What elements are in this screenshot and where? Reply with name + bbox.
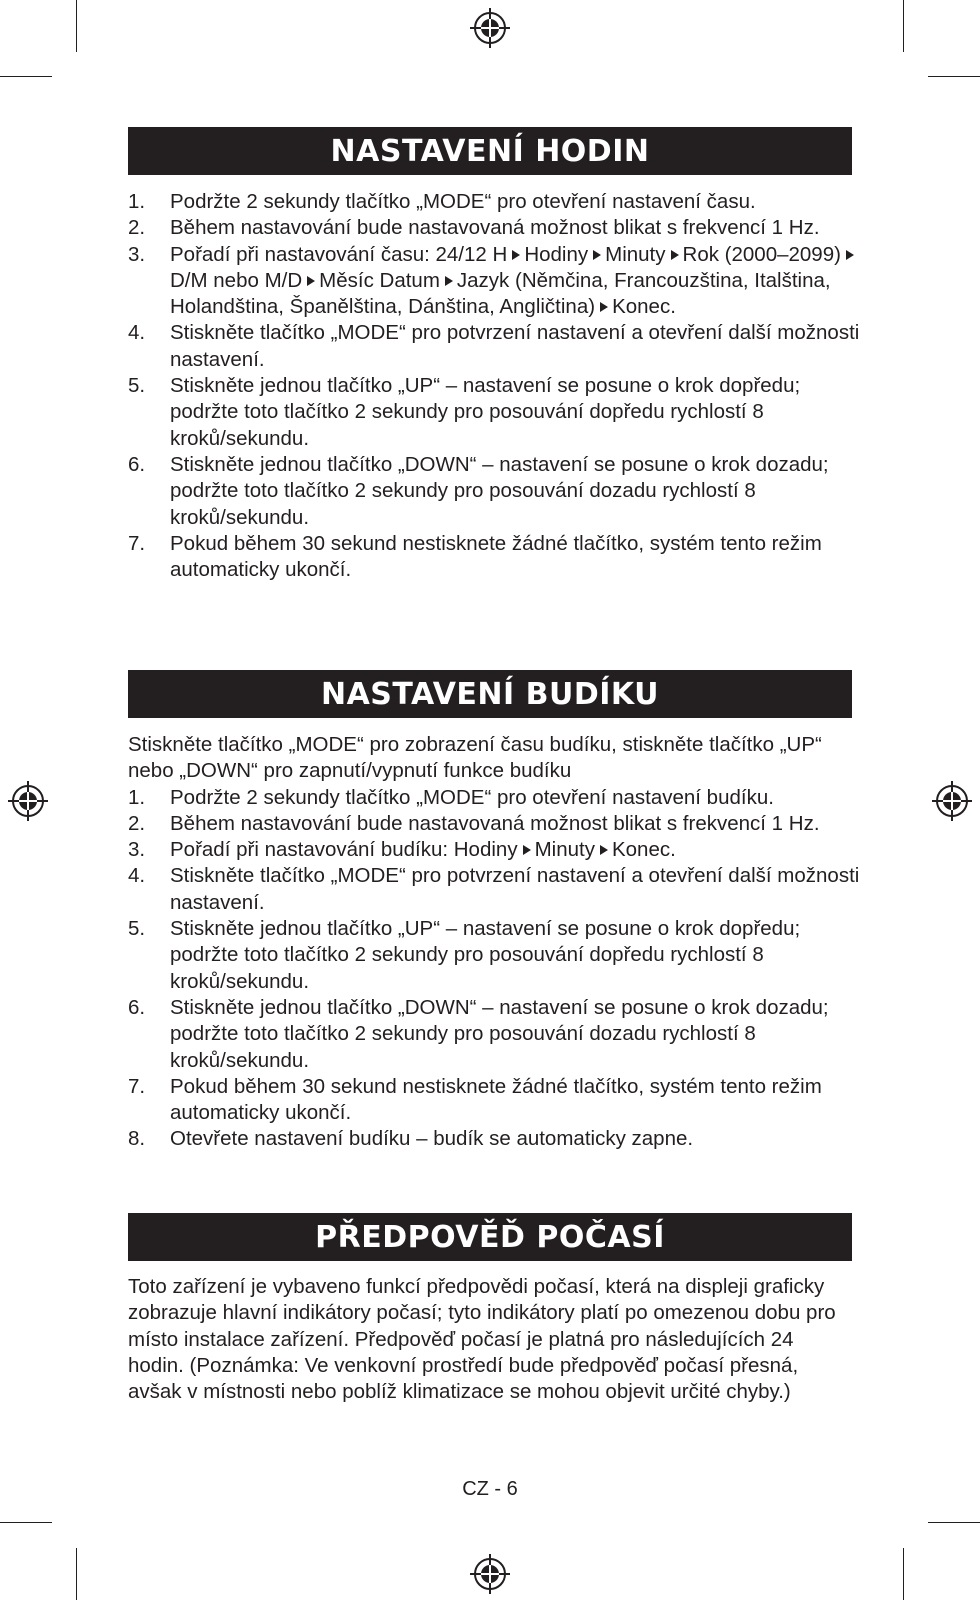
arrow-right-icon [307,276,315,286]
item-number: 2. [128,216,146,240]
crop-mark [928,1522,980,1523]
list-item [128,863,868,916]
item-text: Během nastavování bude nastavovaná možnost blikat s frekvencí 1 Hz. [170,811,820,835]
arrow-right-icon [600,302,608,312]
list-item [128,811,868,837]
list-item [128,837,868,863]
item-number: 6. [128,995,146,1019]
list-item [128,215,868,241]
item-text: Otevřete nastavení budíku – budík se automaticky zapne. [170,1127,694,1151]
list-item [128,531,868,584]
section-heading-forecast: PŘEDPOVĚĎ POČASÍ [128,1213,852,1261]
item-number: 8. [128,1127,146,1151]
registration-mark-icon [468,1552,512,1596]
registration-mark-icon [6,779,50,823]
list-item [128,189,868,215]
registration-mark-icon [930,779,974,823]
item-number: 7. [128,531,146,555]
arrow-right-icon [523,845,531,855]
registration-mark-icon [468,6,512,50]
crop-mark [0,1522,52,1523]
list-item [128,452,868,531]
arrow-right-icon [593,250,601,260]
item-number: 7. [128,1074,146,1098]
section-heading-alarm: NASTAVENÍ BUDÍKU [128,670,852,718]
item-text: Během nastavování bude nastavovaná možnost blikat s frekvencí 1 Hz. [170,216,820,240]
list-item [128,995,868,1074]
crop-mark [76,1548,77,1600]
item-number: 4. [128,864,146,888]
item-number: 1. [128,190,146,213]
item-text: Pořadí při nastavování času: 24/12 H Hodiny Minuty Rok (2000–2099)D/M nebo M/D Měsíc Datum Jazyk (Němčina, Francouzština, Italština, Holandština, Španělština, Dánština, Angličtina) Konec. [170,242,868,321]
item-text: Podržte 2 sekundy tlačítko „MODE“ pro otevření nastavení budíku. [170,785,774,809]
item-number: 4. [128,321,146,345]
clock-steps-list [128,189,868,583]
list-item [128,1126,868,1152]
crop-mark [76,0,77,52]
list-item [128,916,868,995]
crop-mark [0,76,52,77]
forecast-paragraph: Toto zařízení je vybaveno funkcí předpovědi počasí, která na displeji graficky zobrazuje hlavní indikátory počasí; tyto indikátory platí po omezenou dobu pro místo instalace zařízení. Předpověď počasí je platná pro následujících 24 hodin. (Poznámka: Ve venkovní prostředí bude předpověď počasí přesná, avšak v místnosti nebo poblíž klimatizace se mohou objevit určité chyby.) [128,1275,836,1404]
list-item [128,785,868,811]
item-text: Stiskněte tlačítko „MODE“ pro potvrzení nastavení a otevření další možnosti nastavení. [170,321,860,371]
alarm-intro: Stiskněte tlačítko „MODE“ pro zobrazení času budíku, stiskněte tlačítko „UP“ nebo „DOWN“ pro zapnutí/vypnutí funkce budíku [128,733,822,783]
arrow-right-icon [512,250,520,260]
item-number: 1. [128,785,146,809]
item-text: Stiskněte jednou tlačítko „UP“ – nastavení se posune o krok dopředu; podržte toto tlačítko 2 sekundy pro posouvání dopředu rychlostí 8 kroků/sekundu. [170,374,801,450]
arrow-right-icon [445,276,453,286]
item-text: Pokud během 30 sekund nestisknete žádné tlačítko, systém tento režim automaticky ukončí. [170,531,822,582]
crop-mark [928,76,980,77]
page-number: CZ - 6 [462,1478,518,1500]
crop-mark [903,0,904,52]
item-number: 5. [128,374,146,398]
crop-mark [903,1548,904,1600]
arrow-right-icon [671,250,679,260]
section-heading-clock: NASTAVENÍ HODIN [128,127,852,175]
item-number: 5. [128,917,146,941]
item-text: Podržte 2 sekundy tlačítko „MODE“ pro otevření nastavení času. [170,190,756,213]
arrow-right-icon [600,845,608,855]
item-text: Stiskněte jednou tlačítko „DOWN“ – nastavení se posune o krok dozadu; podržte toto tlačítko 2 sekundy pro posouvání dozadu rychlostí 8 kroků/sekundu. [170,995,829,1072]
item-text: Stiskněte jednou tlačítko „DOWN“ – nastavení se posune o krok dozadu; podržte toto tlačítko 2 sekundy pro posouvání dozadu rychlostí 8 kroků/sekundu. [170,452,829,529]
item-text: Stiskněte jednou tlačítko „UP“ – nastavení se posune o krok dopředu; podržte toto tlačítko 2 sekundy pro posouvání dopředu rychlostí 8 kroků/sekundu. [170,917,801,993]
item-number: 2. [128,811,146,835]
item-number: 3. [128,242,146,266]
item-text: Pokud během 30 sekund nestisknete žádné tlačítko, systém tento režim automaticky ukončí. [170,1074,822,1125]
item-number: 6. [128,452,146,476]
alarm-steps-list [128,732,868,1153]
list-item [128,1074,868,1127]
item-text: Pořadí při nastavování budíku: Hodiny Minuty Konec. [170,838,676,862]
arrow-right-icon [846,250,854,260]
list-item [128,373,868,452]
list-item [128,320,868,373]
item-number: 3. [128,838,146,862]
list-item [128,242,868,321]
item-text: Stiskněte tlačítko „MODE“ pro potvrzení nastavení a otevření další možnosti nastavení. [170,864,860,914]
